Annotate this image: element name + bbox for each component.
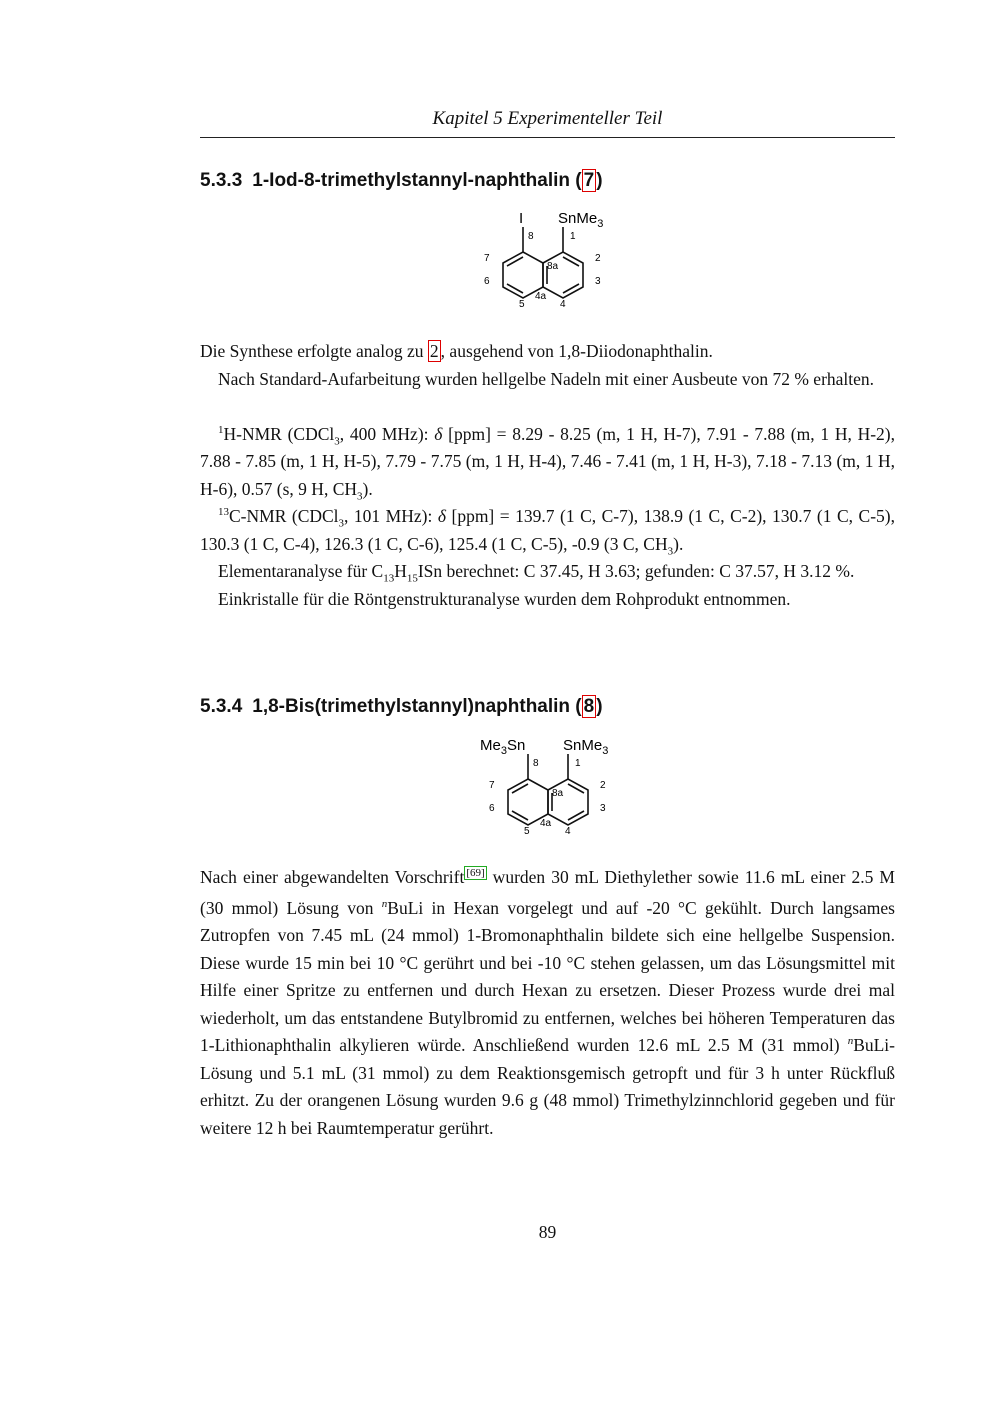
section-number: 5.3.4 <box>200 696 243 717</box>
section-number: 5.3.3 <box>200 170 243 191</box>
hnmr-paragraph: $^1$H-NMR (CDCl$_3$, 400 MHz): δ [ppm] = 8.29 - 8.25 (m, 1 H, H-7), 7.91 - 7.88 (m, 1 H, H-2), 7.88 - 7.85 (m, 1 H, H-5), 7.79 - 7.75 (m, 1 H, H-4), 7.46 - 7.41 (m, 1 H, H-3), 7.18 - 7.13 (m, 1 H, H-6), 0.57 (s, 9 H, $CH_3$). <box>200 423 895 502</box>
naphthalene-structure-bis-stannyl <box>470 732 635 847</box>
section-title-text: 1-Iod-8-trimethylstannyl-naphthalin ( <box>252 170 582 191</box>
elemental-analysis-paragraph: Elementaranalyse für $C_{13}H_{15}ISn$ berechnet: C 37.45, H 3.63; gefunden: C 37.57, H 3.12 %. <box>218 561 855 585</box>
left-stannyl-label: $Me_3Sn$ <box>480 737 526 757</box>
atom-label-5: 5 <box>519 299 525 310</box>
iodo-label: I <box>519 210 524 227</box>
atom-label-6: 6 <box>489 803 495 814</box>
right-stannyl-label: SnMe$_3$ <box>563 737 609 757</box>
section-5-3-3-body <box>200 338 895 613</box>
atom-label-1: 1 <box>575 758 581 769</box>
section-5-3-4-body <box>200 864 895 1142</box>
section-heading-5-3-3: 5.3.3 1-Iod-8-trimethylstannyl-naphthalin ( 7 ) <box>200 170 603 191</box>
atom-label-7: 7 <box>489 780 495 791</box>
header-rule <box>200 137 895 138</box>
atom-label-2: 2 <box>600 780 606 791</box>
section-title-text: 1,8-Bis(trimethylstannyl)naphthalin ( <box>252 696 582 717</box>
atom-label-8a: 8a <box>552 788 564 799</box>
atom-label-8: 8 <box>528 231 534 242</box>
compound-ref-link[interactable]: 8 <box>583 696 595 717</box>
atom-label-4: 4 <box>565 826 571 837</box>
section-heading-5-3-4: 5.3.4 1,8-Bis(trimethylstannyl)naphthalin ( 8 ) <box>200 696 603 717</box>
citation-link[interactable]: [69] <box>466 867 485 879</box>
atom-label-4a: 4a <box>535 291 547 302</box>
naphthalene-structure-iodo-stannyl <box>470 205 630 320</box>
cnmr-paragraph: $^{13}$C-NMR (CDCl$_3$, 101 MHz): δ [ppm] = 139.7 (1 C, C-7), 138.9 (1 C, C-2), 130.7 (1 C, C-5), 130.3 (1 C, C-4), 126.3 (1 C, C-6), 125.4 (1 C, C-5), -0.9 (3 C, $CH_3$). <box>200 506 896 557</box>
crystal-paragraph: Einkristalle für die Röntgenstrukturanalyse wurden dem Rohprodukt entnommen. <box>218 588 791 609</box>
atom-label-3: 3 <box>595 276 601 287</box>
running-header: Kapitel 5 Experimenteller Teil <box>432 108 663 129</box>
atom-label-4: 4 <box>560 299 566 310</box>
atom-label-5: 5 <box>524 826 530 837</box>
compound-2-ref-link[interactable]: 2 <box>429 341 439 361</box>
page-number: 89 <box>538 1222 557 1242</box>
atom-label-8: 8 <box>533 758 539 769</box>
atom-label-1: 1 <box>570 231 576 242</box>
atom-label-3: 3 <box>600 803 606 814</box>
workup-paragraph: Nach Standard-Aufarbeitung wurden hellgelbe Nadeln mit einer Ausbeute von 72 % erhalten. <box>218 368 875 389</box>
procedure-paragraph: Nach einer abgewandelten Vorschrift [69] wurden 30 mL Diethylether sowie 11.6 mL einer 2.5 M (30 mmol) Lösung von $^n$BuLi in Hexan vorgelegt und auf -20 °C gekühlt. Durch langsames Zutropfen von 7.45 mL (24 mmol) 1-Bromonaphthalin bildete sich eine hellgelbe Suspension. Diese wurde 15 min bei 10 °C gerührt und bei -10 °C stehen gelassen, um das Lösungsmittel mit Hilfe einer Spritze zu entfernen und durch Hexan zu ersetzen. Dieser Prozess wurde drei mal wiederholt, um das entstandene Butylbromid zu entfernen, welches bei höheren Temperaturen das 1-Lithionaphthalin alkylieren würde. Anschließend wurden 12.6 mL 2.5 M (31 mmol) $^n$BuLi-Lösung und 5.1 mL (31 mmol) zu dem Reaktionsgemisch getropft und für 3 h unter Rückfluß erhitzt. Zu der orangenen Lösung wurden 9.6 g (48 mmol) Trimethylzinnchlorid gegeben und für weitere 12 h bei Raumtemperatur gerührt. <box>200 867 895 1138</box>
atom-label-6: 6 <box>484 276 490 287</box>
compound-ref-link[interactable]: 7 <box>583 170 595 191</box>
atom-label-8a: 8a <box>547 261 559 272</box>
atom-label-7: 7 <box>484 253 490 264</box>
synthesis-paragraph: Die Synthese erfolgte analog zu 2 , ausgehend von 1,8-Diiodonaphthalin. <box>200 341 713 361</box>
atom-label-2: 2 <box>595 253 601 264</box>
atom-label-4a: 4a <box>540 818 552 829</box>
stannyl-label: SnMe$_3$ <box>558 210 604 230</box>
